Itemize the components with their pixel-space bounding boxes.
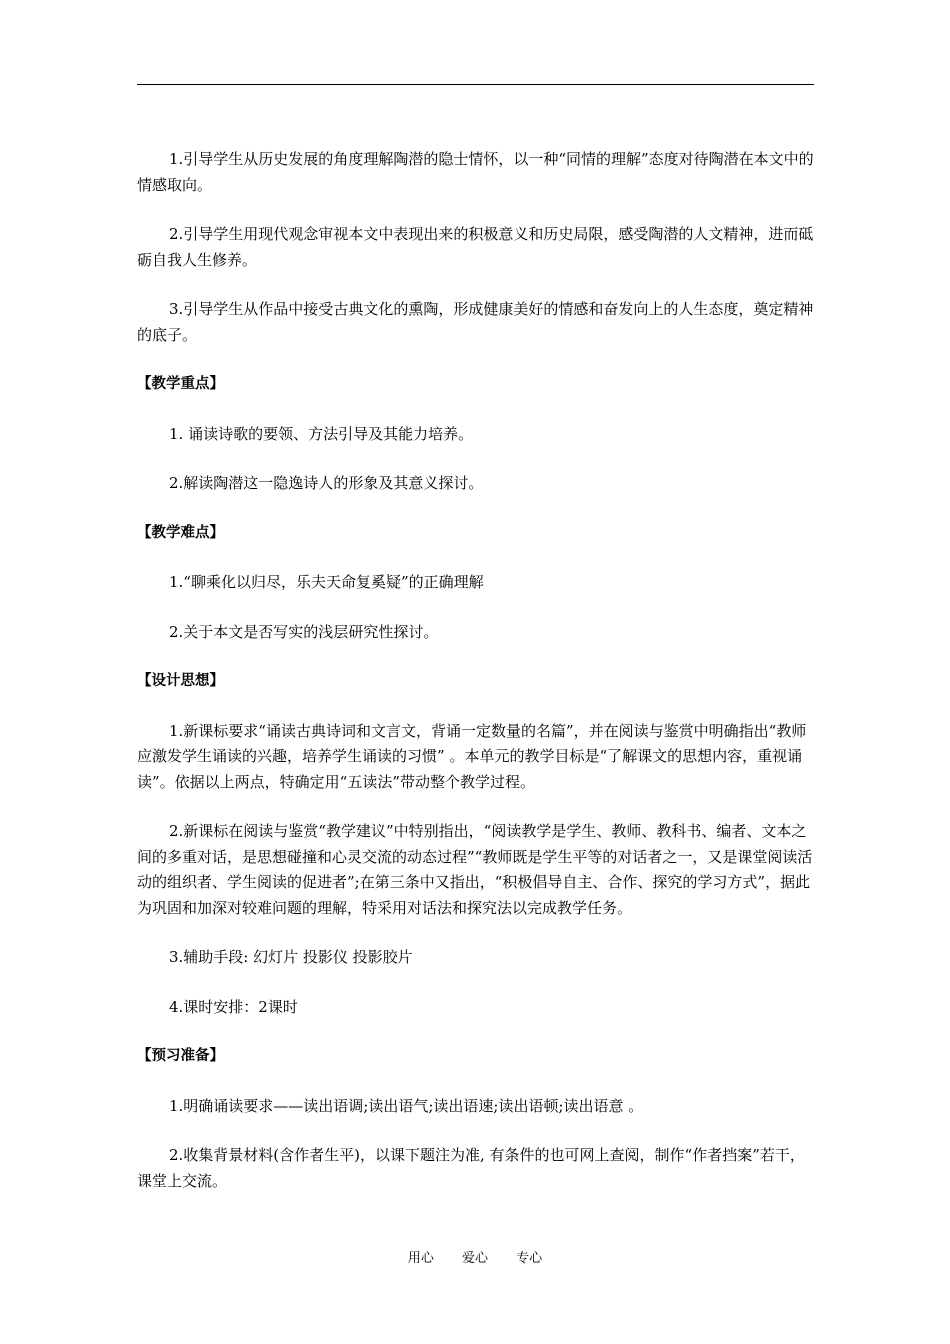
preview-heading: 【预习准备】 — [137, 1048, 224, 1064]
difficulty-2: 2.关于本文是否写实的浅层研究性探讨。 — [169, 622, 439, 641]
page-footer — [0, 1247, 950, 1266]
key-point-2: 2.解读陶潜这一隐逸诗人的形象及其意义探讨。 — [169, 474, 484, 492]
key-point-1: 1. 诵读诗歌的要领、方法引导及其能力培养。 — [169, 424, 474, 443]
difficulty-1: 1.“聊乘化以归尽，乐夫天命复奚疑”的正确理解 — [169, 573, 484, 591]
difficulties-heading: 【教学难点】 — [137, 524, 224, 541]
footer-text-2: 爱心 — [461, 1251, 488, 1266]
objective-2: 2.引导学生用现代观念审视本文中表现出来的积极意义和历史局限，感受陶潜的人文精神，进而砥砺自我人生修养。 — [137, 225, 814, 269]
design-3: 3.辅助手段: 幻灯片 投影仪 投影胶片 — [169, 948, 413, 966]
design-1: 1.新课标要求“诵读古典诗词和文言文，背诵一定数量的名篇”，并在阅读与鉴赏中明确指出“教师应激发学生诵读的兴趣，培养学生诵读的习惯” 。本单元的教学目标是“了解课文的思想内容，重视诵读”。依据以上两点，特确定用“五读法”带动整个教学过程。 — [137, 721, 807, 791]
design-2: 2.新课标在阅读与鉴赏“教学建议”中特别指出，“阅读教学是学生、教师、教科书、编者、文本之间的多重对话，是思想碰撞和心灵交流的动态过程”“教师既是学生平等的对话者之一，又是课堂阅读活动的组织者、学生阅读的促进者”;在第三条中又指出，“积极倡导自主、合作、探究的学习方式”，据此为巩固和加深对较难问题的理解，特采用对话法和探究法以完成教学任务。 — [137, 822, 813, 917]
footer-text-3: 专心 — [516, 1251, 543, 1266]
document-body — [137, 147, 815, 1218]
key-points-heading: 【教学重点】 — [137, 376, 224, 392]
preview-2: 2.收集背景材料(含作者生平)，以课下题注为准, 有条件的也可网上查阅，制作“作者挡案”若干，课堂上交流。 — [137, 1146, 805, 1190]
objective-3: 3.引导学生从作品中接受古典文化的熏陶，形成健康美好的情感和奋发向上的人生态度，奠定精神的底子。 — [137, 300, 814, 344]
objective-1: 1.引导学生从历史发展的角度理解陶潜的隐士情怀，以一种“同情的理解”态度对待陶潜在本文中的情感取向。 — [137, 150, 814, 194]
design-4: 4.课时安排：2课时 — [169, 997, 298, 1016]
design-heading: 【设计思想】 — [137, 673, 224, 689]
header-rule — [137, 84, 814, 85]
footer-text-1: 用心 — [407, 1251, 434, 1266]
preview-1: 1.明确诵读要求——读出语调;读出语气;读出语速;读出语顿;读出语意 。 — [169, 1096, 644, 1115]
